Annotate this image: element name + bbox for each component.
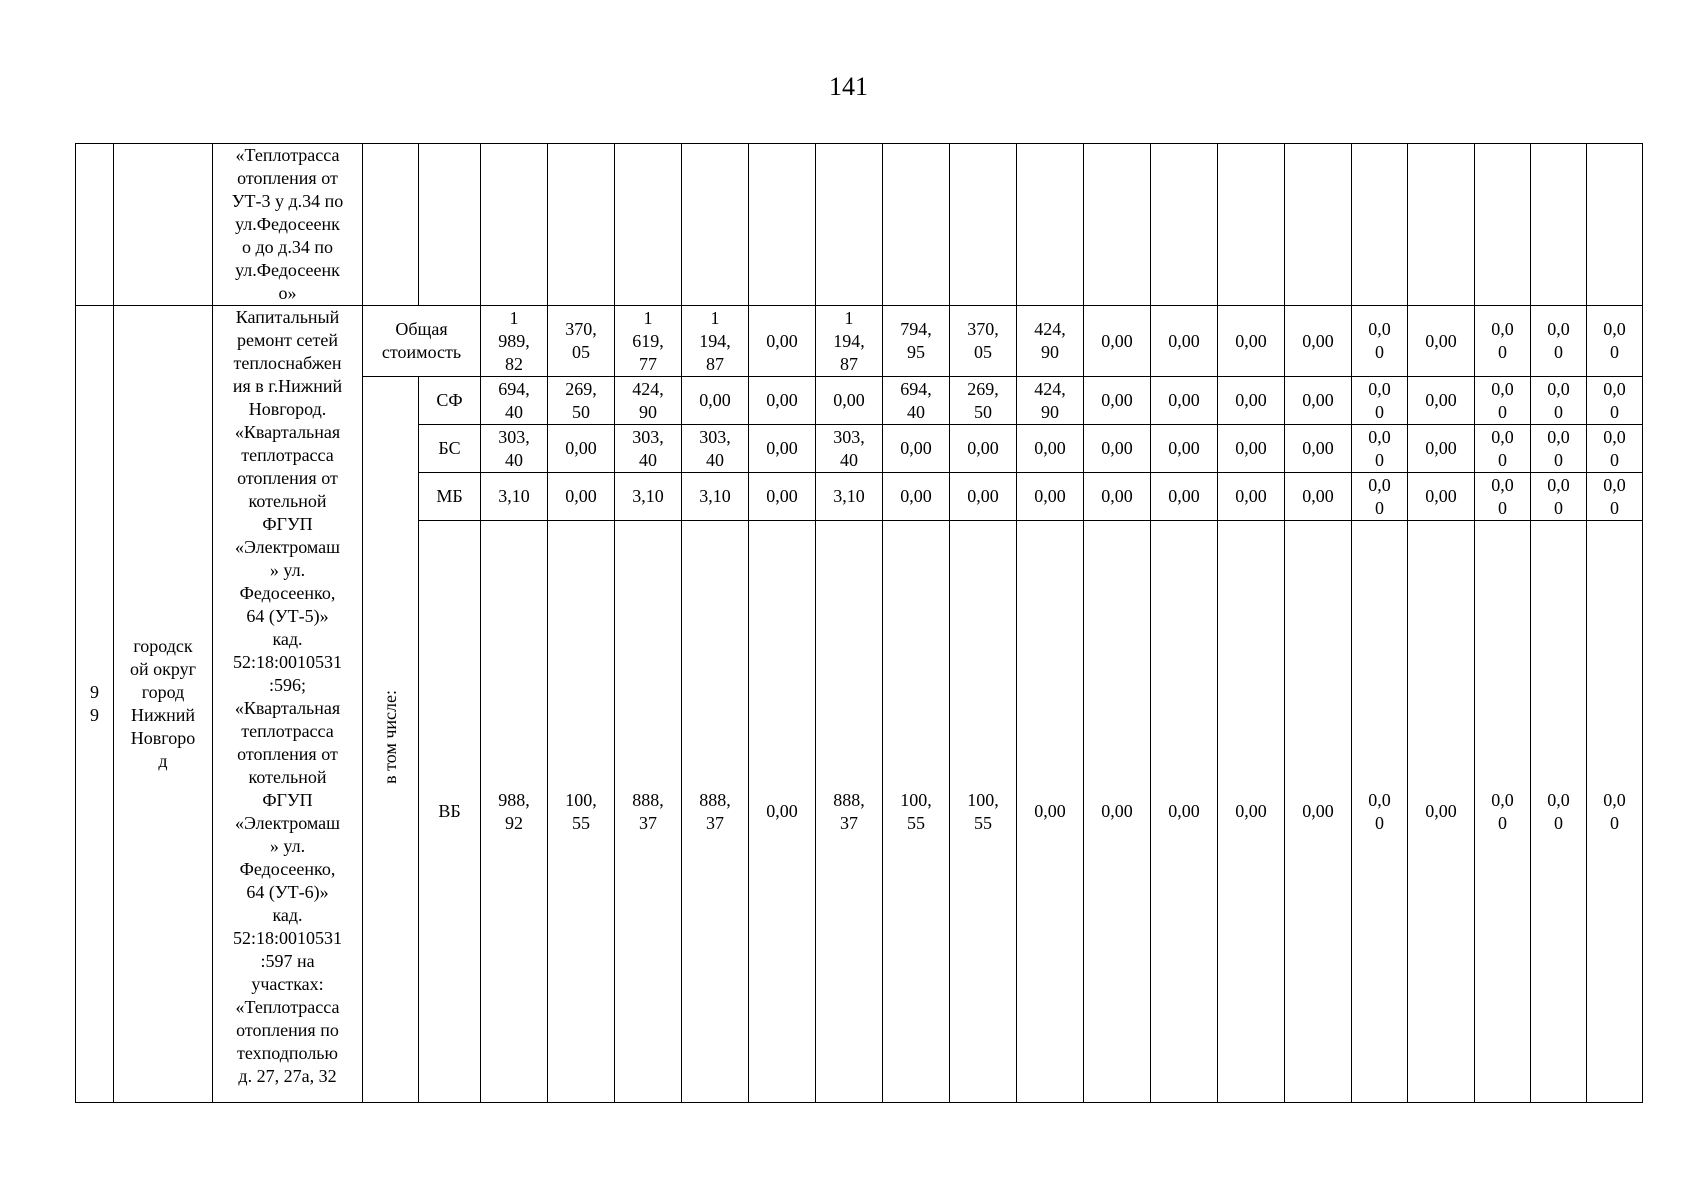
cell-empty: [481, 144, 548, 306]
source-value: 0,00: [1101, 486, 1133, 506]
cell-empty: [1084, 144, 1151, 306]
value-cell: [1218, 425, 1285, 473]
value-cell: [1017, 473, 1084, 521]
source-value: 3,10: [498, 486, 530, 506]
source-value: 0,0 0: [1491, 426, 1514, 470]
value-cell: [1408, 473, 1475, 521]
source-value: 0,00: [967, 438, 999, 458]
source-value: 0,00: [766, 438, 798, 458]
page-number: 141: [829, 72, 868, 101]
total-value: 0,0 0: [1603, 319, 1626, 362]
cell-empty: [1408, 144, 1475, 306]
source-value: 303, 40: [498, 426, 530, 470]
value-cell: [682, 473, 749, 521]
value-cell: [615, 306, 682, 377]
value-cell: [1475, 473, 1531, 521]
value-cell: [1531, 473, 1587, 521]
value-cell: [682, 521, 749, 1103]
cell-empty: [1475, 144, 1531, 306]
value-cell: [1151, 306, 1218, 377]
continuation-description: «Теплотрасса отопления от УТ-3 у д.34 по ул.Федосеенк о до д.34 по ул.Федосеенк о»: [231, 145, 344, 303]
source-value: 0,00: [699, 390, 731, 410]
continuation-description-cell: [213, 144, 363, 306]
value-cell: [1475, 425, 1531, 473]
funding-source-label: БС: [438, 438, 461, 458]
value-cell: [1218, 306, 1285, 377]
value-cell: [1151, 473, 1218, 521]
value-cell: [682, 425, 749, 473]
source-value: 0,0 0: [1603, 789, 1626, 833]
cell-empty: [363, 144, 419, 306]
source-value: 0,00: [1302, 801, 1334, 821]
source-value: 0,00: [900, 438, 932, 458]
project-description: Капитальный ремонт сетей теплоснабжен ия в г.Нижний Новгород. «Квартальная теплотрасса отопления от котельной ФГУП «Электромаш » ул. Федосеенко, 64 (УТ-5)» кад. 52:18:0010531 :596; «Квартальная теплотрасса отопления от котельной ФГУП «Электромаш » ул. Федосеенко, 64 (УТ-6)» кад. 52:18:0010531 :597 на участках: «Теплотрасса отопления по техподполью д. 27, 27а, 32: [232, 307, 343, 1086]
value-cell: [481, 306, 548, 377]
source-value: 3,10: [833, 486, 865, 506]
source-value: 0,00: [565, 486, 597, 506]
total-value: 794, 95: [900, 319, 932, 362]
source-value: 0,00: [1168, 486, 1200, 506]
value-cell: [1084, 377, 1151, 425]
source-value: 269, 50: [565, 378, 597, 422]
source-value: 100, 55: [967, 789, 999, 833]
value-cell: [1408, 377, 1475, 425]
source-value: 888, 37: [833, 789, 865, 833]
value-cell: [883, 521, 950, 1103]
value-cell: [481, 521, 548, 1103]
source-value: 0,0 0: [1547, 426, 1570, 470]
value-cell: [548, 521, 615, 1103]
source-value: 0,00: [967, 486, 999, 506]
value-cell: [1151, 377, 1218, 425]
value-cell: [1531, 425, 1587, 473]
cell-empty: [1531, 144, 1587, 306]
total-value: 0,00: [766, 330, 798, 351]
source-value: 0,00: [766, 486, 798, 506]
funding-source-cell: [419, 425, 481, 473]
value-cell: [1285, 306, 1352, 377]
source-value: 0,00: [1302, 390, 1334, 410]
source-value: 0,0 0: [1603, 378, 1626, 422]
total-value: 370, 05: [565, 319, 597, 362]
source-value: 0,0 0: [1368, 426, 1391, 470]
source-value: 424, 90: [632, 378, 664, 422]
funding-source-cell: [419, 377, 481, 425]
source-value: 0,0 0: [1368, 378, 1391, 422]
total-value: 370, 05: [967, 319, 999, 362]
source-value: 0,0 0: [1547, 789, 1570, 833]
source-value: 0,00: [833, 390, 865, 410]
total-label-cell: [363, 306, 481, 377]
funding-source-label: СФ: [436, 390, 463, 410]
source-value: 3,10: [632, 486, 664, 506]
source-value: 0,00: [1235, 486, 1267, 506]
source-value: 303, 40: [699, 426, 731, 470]
source-value: 3,10: [699, 486, 731, 506]
value-cell: [749, 377, 816, 425]
value-cell: [1017, 521, 1084, 1103]
cell-empty: [1587, 144, 1643, 306]
value-cell: [883, 425, 950, 473]
value-cell: [548, 306, 615, 377]
value-cell: [548, 425, 615, 473]
source-value: 100, 55: [565, 789, 597, 833]
value-cell: [1352, 377, 1408, 425]
source-value: 0,00: [1168, 438, 1200, 458]
value-cell: [883, 306, 950, 377]
value-cell: [1475, 306, 1531, 377]
cell-empty: [1352, 144, 1408, 306]
total-value: 424, 90: [1034, 319, 1066, 362]
total-value: 0,00: [1425, 330, 1457, 351]
source-value: 0,0 0: [1491, 474, 1514, 518]
source-value: 0,00: [766, 390, 798, 410]
source-value: 888, 37: [632, 789, 664, 833]
value-cell: [749, 473, 816, 521]
table-row-total: [76, 306, 1643, 377]
cell-empty: [816, 144, 883, 306]
value-cell: [1352, 521, 1408, 1103]
value-cell: [1084, 473, 1151, 521]
source-value: 0,0 0: [1547, 474, 1570, 518]
value-cell: [1475, 521, 1531, 1103]
cell-empty: [682, 144, 749, 306]
value-cell: [615, 473, 682, 521]
value-cell: [816, 425, 883, 473]
value-cell: [1285, 521, 1352, 1103]
value-cell: [1352, 473, 1408, 521]
source-value: 888, 37: [699, 789, 731, 833]
cell-empty: [76, 144, 114, 306]
value-cell: [950, 425, 1017, 473]
cell-empty: [1151, 144, 1218, 306]
source-value: 0,0 0: [1491, 378, 1514, 422]
source-value: 0,00: [1034, 438, 1066, 458]
value-cell: [1017, 377, 1084, 425]
value-cell: [1084, 521, 1151, 1103]
total-value: 0,00: [1101, 330, 1133, 351]
source-value: 424, 90: [1034, 378, 1066, 422]
source-value: 0,00: [1425, 390, 1457, 410]
funding-source-cell: [419, 521, 481, 1103]
cell-empty: [615, 144, 682, 306]
value-cell: [615, 521, 682, 1103]
value-cell: [1352, 425, 1408, 473]
value-cell: [1587, 377, 1643, 425]
value-cell: [1587, 425, 1643, 473]
value-cell: [1531, 377, 1587, 425]
value-cell: [1587, 473, 1643, 521]
value-cell: [1218, 377, 1285, 425]
source-value: 0,00: [1235, 801, 1267, 821]
including-label: в том числе:: [380, 689, 400, 784]
source-value: 694, 40: [900, 378, 932, 422]
total-value: 0,0 0: [1547, 319, 1570, 362]
value-cell: [548, 377, 615, 425]
cell-empty: [883, 144, 950, 306]
total-value: 0,00: [1168, 330, 1200, 351]
value-cell: [816, 377, 883, 425]
value-cell: [615, 425, 682, 473]
source-value: 0,00: [1235, 438, 1267, 458]
value-cell: [816, 473, 883, 521]
value-cell: [1408, 425, 1475, 473]
value-cell: [481, 473, 548, 521]
source-value: 0,00: [1425, 486, 1457, 506]
value-cell: [1218, 521, 1285, 1103]
source-value: 0,00: [766, 801, 798, 821]
value-cell: [749, 425, 816, 473]
source-value: 0,00: [565, 438, 597, 458]
value-cell: [682, 306, 749, 377]
total-value: 1 989, 82: [498, 307, 530, 374]
value-cell: [816, 306, 883, 377]
source-value: 0,00: [1302, 438, 1334, 458]
value-cell: [1285, 473, 1352, 521]
source-value: 0,0 0: [1603, 426, 1626, 470]
value-cell: [950, 306, 1017, 377]
value-cell: [548, 473, 615, 521]
cell-empty: [114, 144, 213, 306]
value-cell: [1587, 521, 1643, 1103]
funding-source-label: ВБ: [438, 801, 461, 821]
value-cell: [1151, 521, 1218, 1103]
value-cell: [1017, 425, 1084, 473]
financing-table: [75, 143, 1643, 1103]
source-value: 0,00: [1425, 801, 1457, 821]
funding-source-label: МБ: [436, 486, 463, 506]
municipality-cell: [114, 306, 213, 1103]
source-value: 0,0 0: [1603, 474, 1626, 518]
source-value: 0,0 0: [1547, 378, 1570, 422]
total-cost-label: Общая стоимость: [381, 319, 462, 362]
value-cell: [1352, 306, 1408, 377]
description-cell: [213, 306, 363, 1103]
value-cell: [1285, 425, 1352, 473]
source-value: 0,0 0: [1368, 474, 1391, 518]
including-label-cell: [363, 377, 419, 1103]
value-cell: [481, 425, 548, 473]
source-value: 0,00: [1168, 801, 1200, 821]
value-cell: [749, 306, 816, 377]
value-cell: [1151, 425, 1218, 473]
funding-source-cell: [419, 473, 481, 521]
total-value: 1 194, 87: [833, 307, 865, 374]
value-cell: [1475, 377, 1531, 425]
municipality: городск ой округ город Нижний Новгоро д: [129, 636, 197, 771]
source-value: 100, 55: [900, 789, 932, 833]
value-cell: [1531, 306, 1587, 377]
cell-empty: [1285, 144, 1352, 306]
source-value: 988, 92: [498, 789, 530, 833]
source-value: 303, 40: [632, 426, 664, 470]
cell-empty: [749, 144, 816, 306]
cell-empty: [419, 144, 481, 306]
value-cell: [1017, 306, 1084, 377]
value-cell: [1587, 306, 1643, 377]
source-value: 0,0 0: [1368, 789, 1391, 833]
total-value: 0,00: [1302, 330, 1334, 351]
total-value: 0,00: [1235, 330, 1267, 351]
total-value: 1 194, 87: [699, 307, 731, 374]
value-cell: [950, 473, 1017, 521]
source-value: 0,00: [1101, 390, 1133, 410]
source-value: 0,00: [1034, 486, 1066, 506]
value-cell: [1218, 473, 1285, 521]
value-cell: [1285, 377, 1352, 425]
source-value: 0,00: [1034, 801, 1066, 821]
source-value: 269, 50: [967, 378, 999, 422]
value-cell: [1408, 306, 1475, 377]
value-cell: [950, 377, 1017, 425]
value-cell: [816, 521, 883, 1103]
source-value: 0,00: [1101, 801, 1133, 821]
source-value: 694, 40: [498, 378, 530, 422]
total-value: 1 619, 77: [632, 307, 664, 374]
value-cell: [682, 377, 749, 425]
total-value: 0,0 0: [1368, 319, 1391, 362]
value-cell: [1408, 521, 1475, 1103]
source-value: 0,00: [1425, 438, 1457, 458]
source-value: 0,0 0: [1491, 789, 1514, 833]
cell-empty: [1218, 144, 1285, 306]
value-cell: [749, 521, 816, 1103]
source-value: 0,00: [1101, 438, 1133, 458]
total-value: 0,0 0: [1491, 319, 1514, 362]
value-cell: [481, 377, 548, 425]
cell-empty: [950, 144, 1017, 306]
table-row-continuation: [76, 144, 1643, 306]
row-number: 9 9: [90, 682, 99, 725]
value-cell: [950, 521, 1017, 1103]
row-number-cell: [76, 306, 114, 1103]
source-value: 0,00: [900, 486, 932, 506]
source-value: 303, 40: [833, 426, 865, 470]
value-cell: [1084, 425, 1151, 473]
value-cell: [615, 377, 682, 425]
value-cell: [1084, 306, 1151, 377]
source-value: 0,00: [1235, 390, 1267, 410]
value-cell: [1531, 521, 1587, 1103]
cell-empty: [548, 144, 615, 306]
value-cell: [883, 473, 950, 521]
source-value: 0,00: [1168, 390, 1200, 410]
cell-empty: [1017, 144, 1084, 306]
value-cell: [883, 377, 950, 425]
source-value: 0,00: [1302, 486, 1334, 506]
